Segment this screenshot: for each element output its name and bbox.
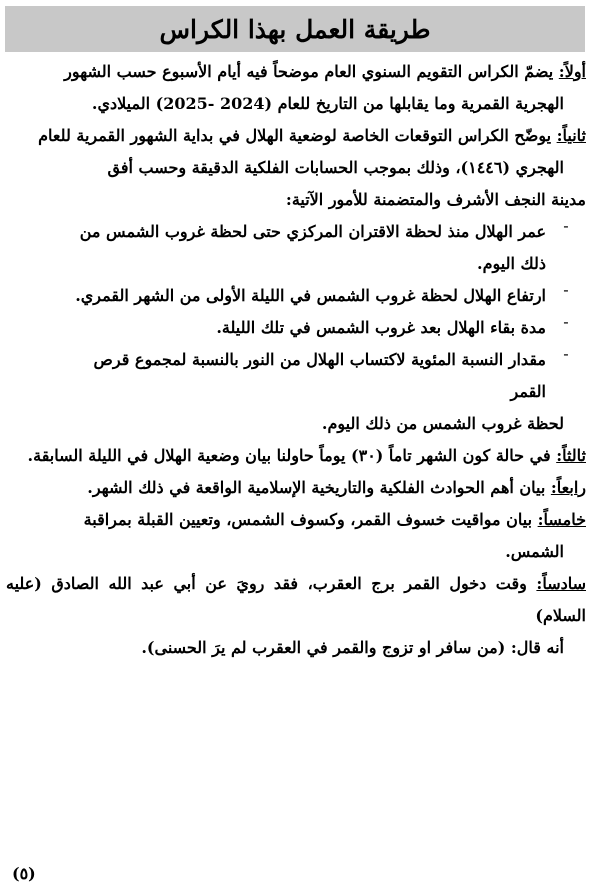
bullet-dash: -: [563, 312, 569, 331]
bullet-dash: -: [563, 216, 569, 235]
paragraph-sixth: [6, 568, 586, 632]
paragraph-second-continuation-2: مدينة النجف الأشرف والمتضمنة للأمور الآتية:: [285, 190, 586, 209]
label-fourth: رابعاً:: [550, 478, 586, 497]
paragraph-second-continuation-1: الهجري (١٤٤٦)، وذلك بموجب الحسابات الفلكية الدقيقة وحسب أفق: [107, 158, 564, 177]
paragraph-fifth-continuation: الشمس.: [505, 542, 564, 561]
label-third: ثالثاً:: [556, 446, 586, 465]
paragraph-second-text: يوضّح الكراس التوقعات الخاصة لوضعية الهلال في بداية الشهور القمرية للعام: [38, 126, 557, 145]
bullet-item: [6, 280, 586, 312]
content: [6, 56, 586, 664]
bullet-dash: -: [563, 344, 569, 363]
paragraph-fifth: [6, 504, 586, 536]
label-sixth: سادساً:: [536, 574, 586, 593]
bullet-item: [6, 344, 586, 376]
bullet-text: مقدار النسبة المئوية لاكتساب الهلال من النور بالنسبة لمجموع قرص: [93, 350, 546, 369]
label-first: أولاً:: [558, 62, 586, 81]
paragraph-second: [6, 120, 586, 152]
paragraph-fourth-text: بيان أهم الحوادث الفلكية والتاريخية الإسلامية الواقعة في ذلك الشهر.: [87, 478, 551, 497]
paragraph-first-text: يضمّ الكراس التقويم السنوي العام موضحاً فيه أيام الأسبوع حسب الشهور: [64, 62, 559, 81]
bullet-text: مدة بقاء الهلال بعد غروب الشمس في تلك الليلة.: [216, 318, 546, 337]
paragraph-sixth-text: وقت دخول القمر برج العقرب، فقد رويَ عن أبي عبد الله الصادق (عليه السلام): [6, 574, 586, 625]
bullet-continuation: ذلك اليوم.: [477, 254, 546, 273]
bullet-dash: -: [563, 280, 569, 299]
paragraph-first-continuation: الهجرية القمرية وما يقابلها من التاريخ للعام (2024 -2025) الميلادي.: [91, 94, 564, 113]
bullet-text: ارتفاع الهلال لحظة غروب الشمس في الليلة الأولى من الشهر القمري.: [75, 286, 546, 305]
page-title: طريقة العمل بهذا الكراس: [159, 14, 431, 44]
bullet-item: [6, 216, 586, 248]
bullet-continuation: القمر: [510, 382, 546, 401]
label-second: ثانياً:: [556, 126, 586, 145]
paragraph-first: [6, 56, 586, 88]
page-number: (٥): [12, 864, 36, 883]
paragraph-sixth-continuation: أنه قال: (من سافر او تزوج والقمر في العقرب لم يرَ الحسنى).: [141, 638, 564, 657]
paragraph-third: [6, 440, 586, 472]
paragraph-fifth-text: بيان مواقيت خسوف القمر، وكسوف الشمس، وتعيين القبلة بمراقبة: [83, 510, 538, 529]
bullet-item: [6, 312, 586, 344]
paragraph-fourth: [6, 472, 586, 504]
bullet-continuation: لحظة غروب الشمس من ذلك اليوم.: [321, 414, 564, 433]
label-fifth: خامساً:: [537, 510, 586, 529]
bullet-text: عمر الهلال منذ لحظة الاقتران المركزي حتى لحظة غروب الشمس من: [79, 222, 546, 241]
paragraph-third-text: في حالة كون الشهر تاماً (٣٠) يوماً حاولنا بيان وضعية الهلال في الليلة السابقة.: [27, 446, 557, 465]
title-bar: [5, 6, 585, 52]
